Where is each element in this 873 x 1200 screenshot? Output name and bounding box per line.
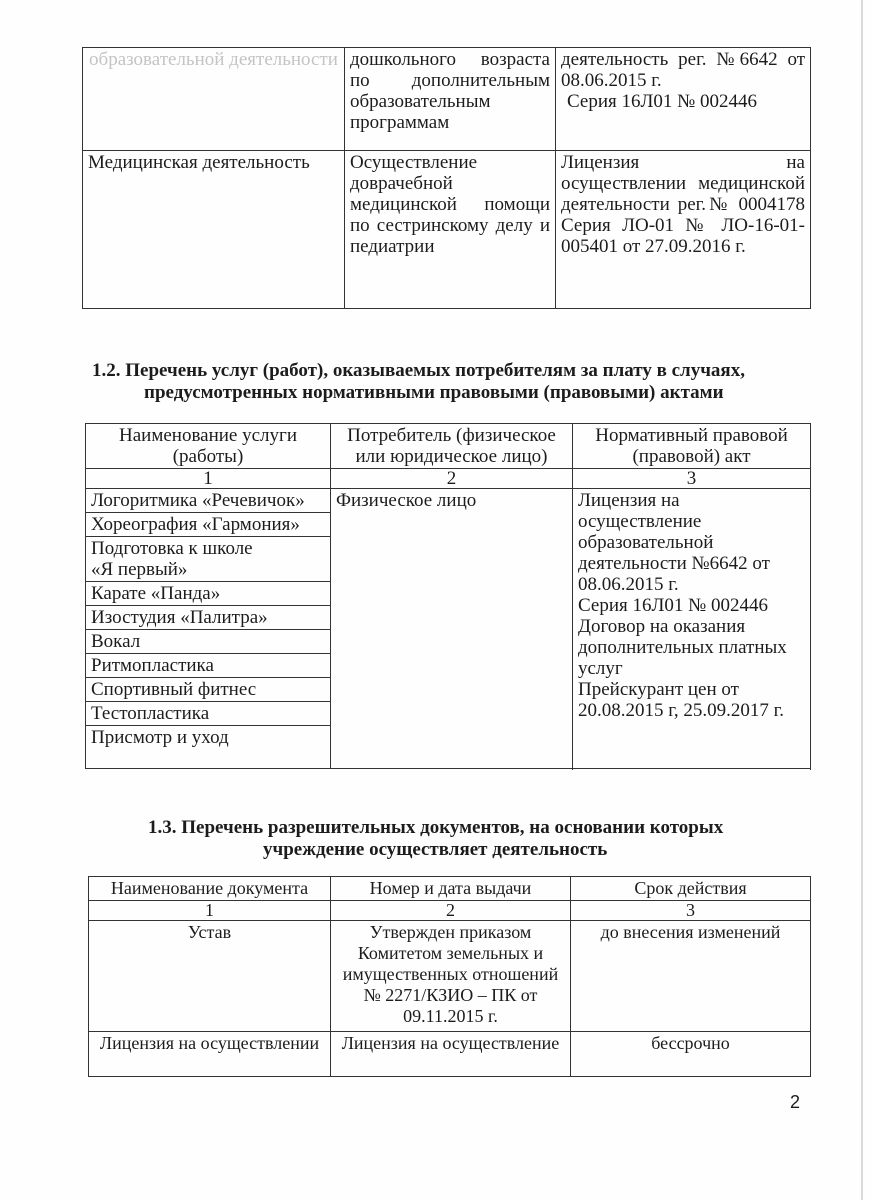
table-row — [86, 489, 811, 513]
license-word: Лицензия — [561, 152, 640, 173]
service-name: Логоритмика «Речевичок» — [86, 489, 331, 513]
consumer-type: Физическое лицо — [331, 489, 573, 769]
column-number: 3 — [573, 469, 811, 489]
column-header: Потребитель (физическое или юридическое лицо) — [331, 424, 573, 469]
column-header: Наименование документа — [89, 877, 331, 901]
column-header: Нормативный правовой (правовой) акт — [573, 424, 811, 469]
license-word-na: на — [786, 152, 805, 173]
service-name: Карате «Панда» — [86, 582, 331, 606]
table-header-row — [89, 877, 811, 901]
column-number: 1 — [86, 469, 331, 489]
legal-act-series: Серия 16Л01 № 002446 — [578, 595, 769, 616]
service-name: Присмотр и уход — [86, 726, 331, 769]
document-name: Лицензия на осуществлении — [89, 1032, 331, 1077]
service-name-line: Подготовка к школе — [91, 538, 253, 559]
legal-act-license: Лицензия на осуществление образовательной деятельности №6642 от 08.06.2015 г. — [578, 490, 770, 595]
license-series: Серия 16Л01 № 002446 — [567, 91, 758, 112]
column-number: 3 — [571, 901, 811, 921]
page-number: 2 — [790, 1092, 801, 1112]
service-name: Вокал — [86, 630, 331, 654]
table-row — [83, 48, 811, 151]
section-1-3-title: 1.3. Перечень разрешительных документов, на основании которых — [148, 817, 724, 838]
service-name: Изостудия «Палитра» — [86, 606, 331, 630]
service-name: Спортивный фитнес — [86, 678, 331, 702]
service-name-line: «Я первый» — [91, 559, 188, 580]
section-1-3-title-cont: учреждение осуществляет деятельность — [263, 839, 608, 860]
activity-license — [556, 151, 811, 309]
column-number: 2 — [331, 901, 571, 921]
section-1-2-title-cont: предусмотренных нормативными правовыми (правовыми) актами — [144, 382, 724, 403]
legal-act-contract: Договор на оказания дополнительных платных услуг — [578, 616, 787, 679]
column-header: Номер и дата выдачи — [331, 877, 571, 901]
document-name: Устав — [89, 921, 331, 1032]
table-header-row — [86, 424, 811, 469]
permits-table — [88, 876, 811, 1077]
service-name: Ритмопластика — [86, 654, 331, 678]
activity-description: Осуществление доврачебной медицинской помощи по сестринскому делу и педиатрии — [345, 151, 556, 309]
column-number: 2 — [331, 469, 573, 489]
column-header: Срок действия — [571, 877, 811, 901]
section-1-2-title: 1.2. Перечень услуг (работ), оказываемых потребителям за плату в случаях, — [92, 360, 745, 381]
service-name: Тестопластика — [86, 702, 331, 726]
column-header: Наименование услуги (работы) — [86, 424, 331, 469]
activities-table — [82, 47, 811, 309]
activity-description: дошкольного возраста по дополнительным образовательным программам — [345, 48, 556, 151]
table-row — [89, 921, 811, 1032]
activity-type: образовательной деятельности — [83, 48, 345, 151]
paid-services-table — [85, 423, 811, 769]
column-number: 1 — [89, 901, 331, 921]
table-row — [83, 151, 811, 309]
legal-act-prices: Прейскурант цен от 20.08.2015 г, 25.09.2017 г. — [578, 679, 785, 721]
service-name: Хореография «Гармония» — [86, 513, 331, 537]
document-number-date: Лицензия на осуществление — [331, 1032, 571, 1077]
document-validity: до внесения изменений — [571, 921, 811, 1032]
license-text: деятельность рег. №6642 от 08.06.2015 г. — [561, 49, 805, 91]
service-name — [86, 537, 331, 582]
column-number-row — [89, 901, 811, 921]
document-validity: бессрочно — [571, 1032, 811, 1077]
column-number-row — [86, 469, 811, 489]
scan-edge — [861, 0, 863, 1200]
activity-type: Медицинская деятельность — [83, 151, 345, 309]
table-row — [89, 1032, 811, 1077]
legal-acts — [573, 489, 811, 769]
document-number-date: Утвержден приказом Комитетом земельных и имущественных отношений № 2271/КЗИО – ПК от 09.11.2015 г. — [331, 921, 571, 1032]
activity-license — [556, 48, 811, 151]
license-text: осуществлении медицинской деятельности рег.№ 0004178 Серия ЛО-01 № ЛО-16-01-005401 от 27.09.2016 г. — [561, 173, 805, 257]
license-head — [561, 152, 805, 173]
